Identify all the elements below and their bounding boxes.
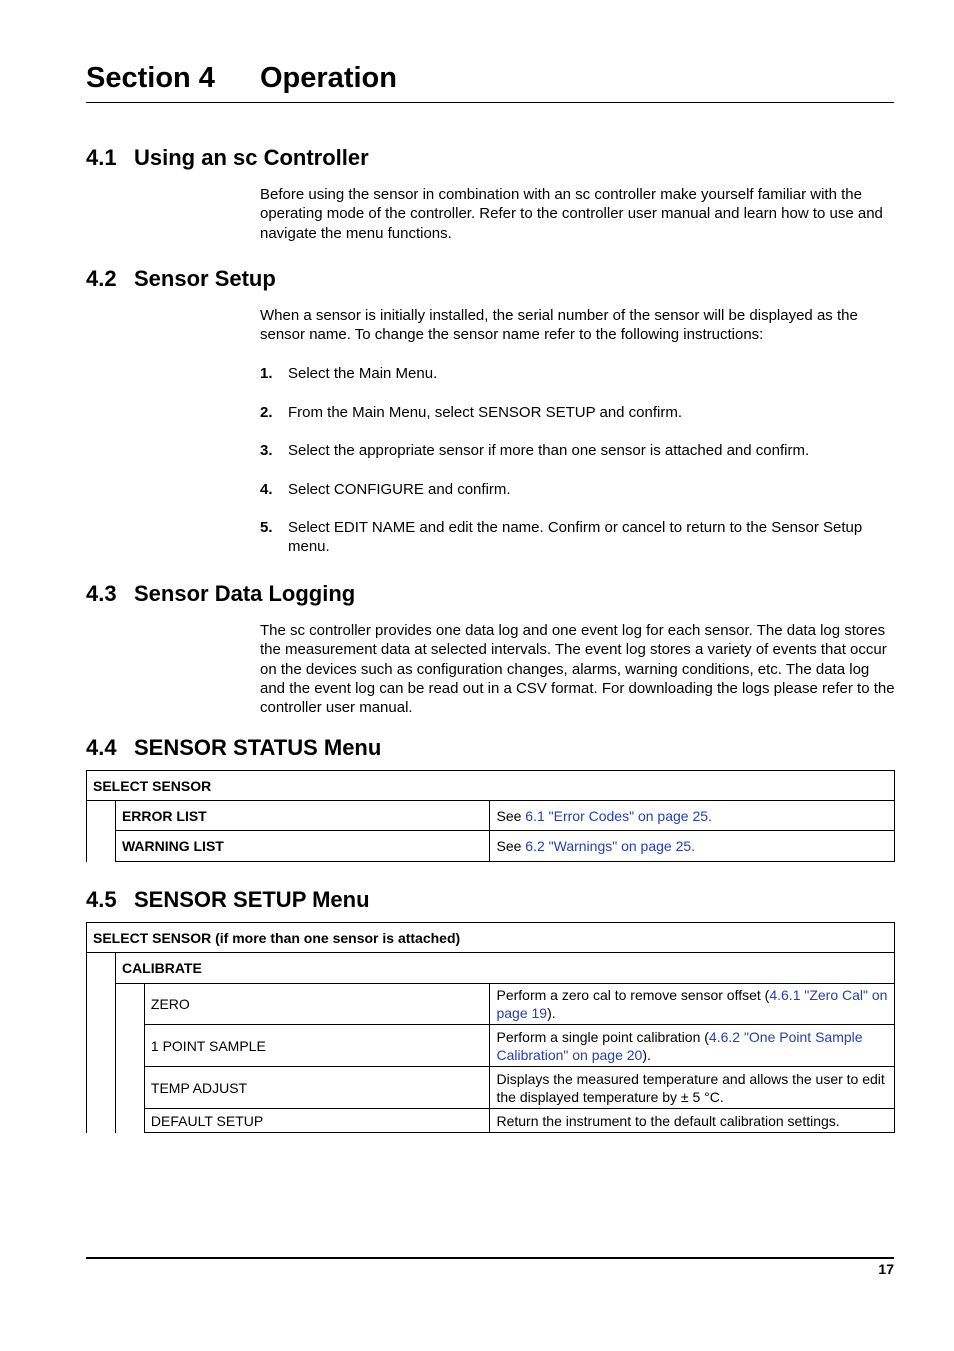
description-suffix: ). [642, 1046, 651, 1063]
menu-item-label: TEMP ADJUST [144, 1067, 490, 1109]
paragraph-4-2: When a sensor is initially installed, the serial number of the sensor will be displayed as the sensor name. To change the sensor name refer to the following instructions: [260, 307, 858, 344]
heading-4-3-number: 4.3 [86, 581, 117, 606]
heading-4-3 [86, 580, 355, 608]
menu-item-description: Return the instrument to the default calibration settings. [490, 1109, 895, 1133]
heading-4-5 [86, 886, 370, 914]
indent-cell [87, 984, 116, 1025]
cross-reference-link[interactable]: 4.6.2 "One Point Sample Calibration" on page 20 [496, 1028, 863, 1063]
heading-4-2 [86, 265, 276, 293]
menu-item-description: Displays the measured temperature and allows the user to edit the displayed temperature by ± 5 °C. [490, 1067, 895, 1109]
section-title [86, 58, 894, 98]
indent-cell [115, 984, 144, 1025]
description-text: See [496, 807, 526, 824]
table-row [87, 984, 895, 1025]
menu-item-description [490, 831, 895, 862]
heading-4-4-title: SENSOR STATUS Menu [134, 735, 382, 760]
list-item [260, 441, 896, 460]
menu-item-label: WARNING LIST [115, 831, 490, 862]
indent-cell [87, 801, 116, 831]
sensor-status-menu-table [86, 770, 895, 862]
list-item [260, 403, 896, 422]
heading-4-4-number: 4.4 [86, 735, 117, 760]
indent-cell [87, 831, 116, 862]
step-number: 5. [260, 519, 273, 536]
cross-reference-link[interactable]: 6.2 "Warnings" on page 25 [525, 838, 692, 854]
indent-cell [87, 1067, 116, 1109]
step-number: 3. [260, 442, 273, 459]
step-number: 4. [260, 481, 273, 498]
title-divider [86, 102, 894, 103]
paragraph-4-3: The sc controller provides one data log and one event log for each sensor. The data log stores the measurement data at selected intervals. The event log stores a variety of events that occur on the devices such as configuration changes, alarms, warning conditions, etc. The data log and the event log can be read out in a CSV format. For downloading the logs please refer to the controller user manual. [260, 622, 895, 717]
step-number: 1. [260, 365, 273, 382]
heading-4-1-number: 4.1 [86, 145, 117, 170]
menu-item-label: DEFAULT SETUP [144, 1109, 490, 1133]
heading-4-5-number: 4.5 [86, 887, 117, 912]
description-text: See [496, 838, 526, 854]
description-suffix: . [708, 807, 712, 824]
menu-item-description [490, 984, 895, 1025]
table-header: SELECT SENSOR [87, 771, 895, 801]
heading-4-5-title: SENSOR SETUP Menu [134, 887, 370, 912]
table-row [87, 1025, 895, 1067]
table-row [87, 831, 895, 862]
heading-4-2-title: Sensor Setup [134, 266, 276, 291]
step-text: Select the Main Menu. [288, 365, 438, 382]
indent-cell [87, 1109, 116, 1133]
paragraph-4-1: Before using the sensor in combination with an sc controller make yourself familiar with the operating mode of the controller. Refer to the controller user manual and learn how to use and navigate the menu functions. [260, 186, 883, 242]
step-text: Select the appropriate sensor if more than one sensor is attached and confirm. [288, 442, 810, 459]
description-suffix: ). [547, 1005, 556, 1021]
indent-cell [115, 1025, 144, 1067]
description-text: Perform a single point calibration ( [496, 1028, 709, 1045]
heading-4-1 [86, 144, 369, 172]
description-suffix: . [691, 838, 696, 854]
indent-cell [115, 1109, 144, 1133]
footer-divider [86, 1257, 894, 1259]
list-item [260, 364, 896, 383]
page-number: 17 [878, 1261, 894, 1277]
step-text: Select CONFIGURE and confirm. [288, 481, 511, 498]
table-header: SELECT SENSOR (if more than one sensor is attached) [87, 923, 895, 953]
table-row [87, 801, 895, 831]
menu-item-label: ZERO [144, 984, 490, 1025]
heading-4-1-title: Using an sc Controller [134, 145, 369, 170]
indent-cell [115, 1067, 144, 1109]
step-number: 2. [260, 404, 273, 421]
heading-4-4 [86, 734, 381, 762]
section-number: Section 4 [86, 62, 215, 94]
indent-cell [87, 953, 116, 984]
heading-4-2-number: 4.2 [86, 266, 117, 291]
indent-cell [87, 1025, 116, 1067]
heading-4-3-title: Sensor Data Logging [134, 581, 356, 606]
table-row [87, 1109, 895, 1133]
menu-item-label: ERROR LIST [115, 801, 490, 831]
table-subheader: CALIBRATE [115, 953, 894, 984]
cross-reference-link[interactable]: 4.6.1 "Zero Cal" on page 19 [496, 987, 888, 1021]
section-heading: Operation [260, 62, 397, 94]
step-text: From the Main Menu, select SENSOR SETUP and confirm. [288, 404, 683, 421]
description-text: Perform a zero cal to remove sensor offset ( [496, 987, 770, 1003]
cross-reference-link[interactable]: 6.1 "Error Codes" on page 25 [525, 807, 709, 824]
table-row [87, 1067, 895, 1109]
menu-item-description [490, 1025, 895, 1067]
sensor-setup-menu-table [86, 922, 895, 1133]
list-item [260, 480, 896, 499]
step-text: Select EDIT NAME and edit the name. Confirm or cancel to return to the Sensor Setup menu. [288, 519, 863, 556]
menu-item-description [490, 801, 895, 831]
list-item [260, 518, 896, 557]
menu-item-label: 1 POINT SAMPLE [144, 1025, 490, 1067]
